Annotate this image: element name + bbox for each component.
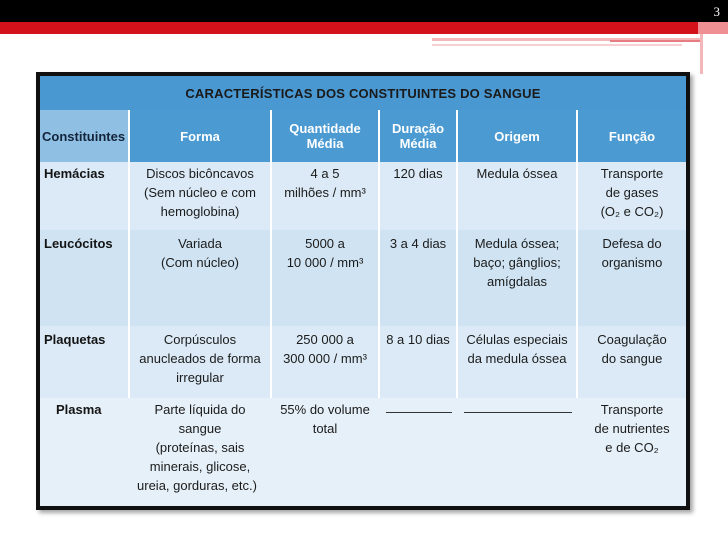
cell-duracao-plaquetas: 8 a 10 dias — [386, 332, 450, 347]
row-name-plasma: Plasma — [56, 402, 102, 417]
empty-dash-duracao — [386, 412, 452, 413]
row-name-plaquetas: Plaquetas — [44, 332, 106, 347]
top-bar — [0, 0, 728, 22]
cell-quantidade-hemacias: 4 a 5 milhões / mm³ — [284, 166, 366, 200]
decor-line — [432, 44, 682, 46]
cell-duracao-hemacias: 120 dias — [393, 166, 443, 181]
cell-forma-plasma: Parte líquida do sangue (proteínas, sais minerais, glicose, ureia, gorduras, etc.) — [137, 402, 257, 493]
table-title-row — [40, 76, 686, 110]
header-origem: Origem — [458, 110, 576, 162]
empty-dash-origem — [464, 412, 572, 413]
column-divider — [378, 110, 380, 398]
image-frame — [36, 72, 690, 510]
header-constituintes: Constituintes — [40, 110, 128, 162]
blood-table — [40, 76, 686, 506]
cell-quantidade-leucocitos: 5000 a 10 000 / mm³ — [286, 236, 364, 270]
cell-origem-leucocitos: Medula óssea; baço; gânglios; amígdalas — [473, 236, 561, 289]
cell-duracao-leucocitos: 3 a 4 dias — [389, 236, 447, 251]
cell-funcao-plasma: Transporte de nutrientes e de CO₂ — [594, 402, 670, 455]
red-band — [0, 22, 728, 34]
cell-origem-hemacias: Medula óssea — [476, 166, 558, 181]
cell-forma-leucocitos: Variada (Com núcleo) — [160, 236, 240, 270]
decor-line — [610, 40, 700, 42]
header-funcao: Função — [578, 110, 686, 162]
header-forma: Forma — [130, 110, 270, 162]
decor-line — [700, 34, 703, 74]
slide-number: 3 — [713, 4, 720, 19]
header-quantidade: Quantidade Média — [272, 110, 378, 162]
cell-funcao-leucocitos: Defesa do organismo — [601, 236, 663, 270]
table-title: CARACTERÍSTICAS DOS CONSTITUINTES DO SANGUE — [185, 85, 541, 101]
cell-quantidade-plaquetas: 250 000 a 300 000 / mm³ — [283, 332, 367, 366]
row-name-hemacias: Hemácias — [44, 166, 105, 181]
cell-origem-plaquetas: Células especiais da medula óssea — [466, 332, 568, 366]
row-name-leucocitos: Leucócitos — [44, 236, 113, 251]
cell-funcao-hemacias: Transporte de gases (O₂ e CO₂) — [600, 166, 664, 219]
cell-funcao-plaquetas: Coagulação do sangue — [597, 332, 667, 366]
cell-quantidade-plasma: 55% do volume total — [280, 402, 370, 436]
header-duracao: Duração Média — [380, 110, 456, 162]
cell-forma-hemacias: Discos bicôncavos (Sem núcleo e com hemoglobina) — [144, 166, 256, 219]
cell-forma-plaquetas: Corpúsculos anucleados de forma irregular — [139, 332, 261, 385]
